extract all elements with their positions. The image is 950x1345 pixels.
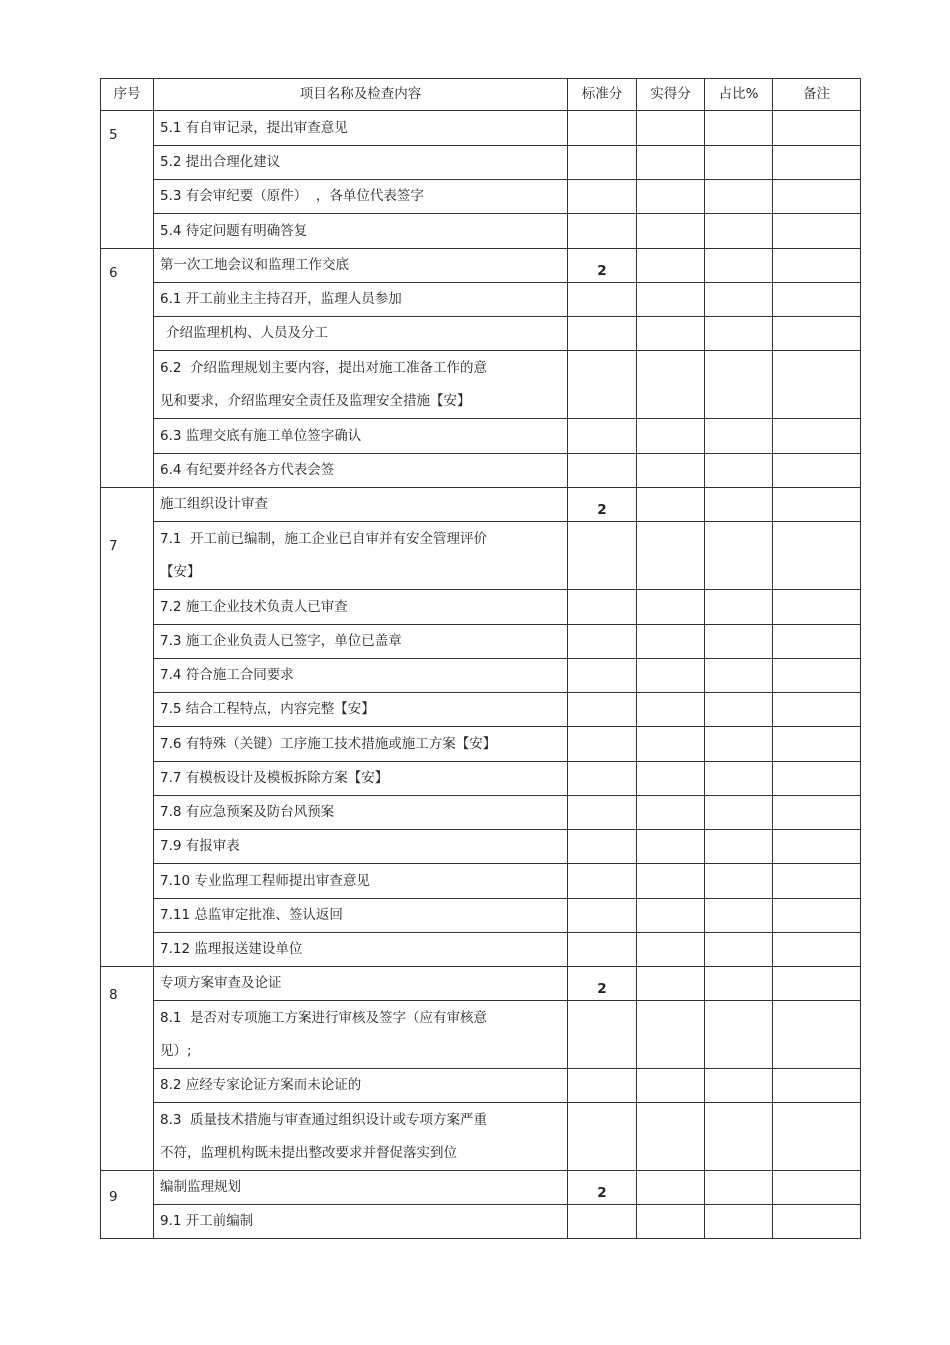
actual-score-cell[interactable]: [637, 214, 705, 249]
header-seq: 序号: [101, 79, 154, 111]
standard-score-cell[interactable]: [568, 762, 637, 796]
standard-score-cell[interactable]: [568, 111, 637, 146]
item-9-1: 9.1 开工前编制: [154, 1205, 568, 1239]
actual-score-cell[interactable]: [637, 454, 705, 488]
actual-score-cell[interactable]: [637, 1171, 705, 1205]
item-6-4: 6.4 有纪要并经各方代表会签: [154, 454, 568, 488]
standard-score-cell[interactable]: [568, 214, 637, 249]
section-8-standard-score: 2: [568, 967, 637, 1001]
item-7-10: 7.10 专业监理工程师提出审查意见: [154, 864, 568, 899]
section-6-seq: 6: [101, 249, 154, 488]
actual-score-cell[interactable]: [637, 864, 705, 899]
actual-score-cell[interactable]: [637, 762, 705, 796]
section-9-seq: 9: [101, 1171, 154, 1239]
remark-cell[interactable]: [773, 249, 861, 283]
actual-score-cell[interactable]: [637, 351, 705, 419]
ratio-cell[interactable]: [705, 796, 773, 830]
standard-score-cell[interactable]: [568, 146, 637, 180]
ratio-cell[interactable]: [705, 1171, 773, 1205]
table-row: [101, 1001, 861, 1069]
ratio-cell[interactable]: [705, 454, 773, 488]
remark-cell[interactable]: [773, 1205, 861, 1239]
actual-score-cell[interactable]: [637, 1069, 705, 1103]
ratio-cell[interactable]: [705, 864, 773, 899]
remark-cell[interactable]: [773, 317, 861, 351]
remark-cell[interactable]: [773, 967, 861, 1001]
ratio-cell[interactable]: [705, 1001, 773, 1069]
actual-score-cell[interactable]: [637, 796, 705, 830]
standard-score-cell[interactable]: [568, 830, 637, 864]
item-5-3: 5.3 有会审纪要（原件） ，各单位代表签字: [154, 180, 568, 214]
remark-cell[interactable]: [773, 727, 861, 762]
ratio-cell[interactable]: [705, 727, 773, 762]
actual-score-cell[interactable]: [637, 283, 705, 317]
table-row: [101, 864, 861, 899]
item-7-5: 7.5 结合工程特点，内容完整【安】: [154, 693, 568, 727]
item-5-4: 5.4 待定问题有明确答复: [154, 214, 568, 249]
ratio-cell[interactable]: [705, 933, 773, 967]
remark-cell[interactable]: [773, 522, 861, 590]
remark-cell[interactable]: [773, 146, 861, 180]
ratio-cell[interactable]: [705, 180, 773, 214]
remark-cell[interactable]: [773, 762, 861, 796]
ratio-cell[interactable]: [705, 283, 773, 317]
standard-score-cell[interactable]: [568, 1069, 637, 1103]
actual-score-cell[interactable]: [637, 488, 705, 522]
table-row: [101, 590, 861, 625]
remark-cell[interactable]: [773, 454, 861, 488]
actual-score-cell[interactable]: [637, 727, 705, 762]
item-8-1: [154, 1001, 568, 1069]
actual-score-cell[interactable]: [637, 146, 705, 180]
actual-score-cell[interactable]: [637, 659, 705, 693]
table-row: [101, 899, 861, 933]
table-row: [101, 180, 861, 214]
remark-cell[interactable]: [773, 1103, 861, 1171]
standard-score-cell[interactable]: [568, 454, 637, 488]
item-7-1: [154, 522, 568, 590]
ratio-cell[interactable]: [705, 967, 773, 1001]
table-row: [101, 796, 861, 830]
ratio-cell[interactable]: [705, 351, 773, 419]
ratio-cell[interactable]: [705, 214, 773, 249]
table-row: [101, 727, 861, 762]
ratio-cell[interactable]: [705, 590, 773, 625]
table-row: [101, 351, 861, 419]
remark-cell[interactable]: [773, 899, 861, 933]
table-row: [101, 693, 861, 727]
section-5-seq: 5: [101, 111, 154, 249]
table-row: [101, 454, 861, 488]
actual-score-cell[interactable]: [637, 1001, 705, 1069]
ratio-cell[interactable]: [705, 522, 773, 590]
item-6-2: [154, 351, 568, 419]
remark-cell[interactable]: [773, 1069, 861, 1103]
item-8-1-line2: 见）;: [160, 1042, 192, 1059]
standard-score-cell[interactable]: [568, 625, 637, 659]
item-5-2: 5.2 提出合理化建议: [154, 146, 568, 180]
standard-score-cell[interactable]: [568, 933, 637, 967]
header-remark: 备注: [773, 79, 861, 111]
header-item: 项目名称及检查内容: [154, 79, 568, 111]
header-row: [101, 79, 861, 111]
item-8-3-line2: 不符，监理机构既未提出整改要求并督促落实到位: [160, 1144, 457, 1161]
remark-cell[interactable]: [773, 625, 861, 659]
item-7-11: 7.11 总监审定批准、签认返回: [154, 899, 568, 933]
table-row: [101, 830, 861, 864]
item-7-6: 7.6 有特殊（关键）工序施工技术措施或施工方案【安】: [154, 727, 568, 762]
table-row: [101, 1103, 861, 1171]
remark-cell[interactable]: [773, 659, 861, 693]
header-standard-score: 标准分: [568, 79, 637, 111]
ratio-cell[interactable]: [705, 111, 773, 146]
remark-cell[interactable]: [773, 214, 861, 249]
section-9-standard-score: 2: [568, 1171, 637, 1205]
table-row: [101, 933, 861, 967]
standard-score-cell[interactable]: [568, 522, 637, 590]
actual-score-cell[interactable]: [637, 180, 705, 214]
section-9-title: 编制监理规划: [154, 1171, 568, 1205]
standard-score-cell[interactable]: [568, 419, 637, 454]
table-row: [101, 146, 861, 180]
standard-score-cell[interactable]: [568, 693, 637, 727]
actual-score-cell[interactable]: [637, 693, 705, 727]
item-8-1-line1: 8.1 是否对专项施工方案进行审核及签字（应有审核意: [160, 1010, 488, 1027]
table-row: [101, 249, 861, 283]
table-row: [101, 1171, 861, 1205]
section-8-seq: 8: [101, 967, 154, 1171]
item-8-3: [154, 1103, 568, 1171]
item-7-2: 7.2 施工企业技术负责人已审查: [154, 590, 568, 625]
actual-score-cell[interactable]: [637, 317, 705, 351]
item-7-9: 7.9 有报审表: [154, 830, 568, 864]
table-row: [101, 111, 861, 146]
actual-score-cell[interactable]: [637, 899, 705, 933]
table-row: [101, 1205, 861, 1239]
table-row: [101, 283, 861, 317]
section-8-title: 专项方案审查及论证: [154, 967, 568, 1001]
item-5-1: 5.1 有自审记录，提出审查意见: [154, 111, 568, 146]
standard-score-cell[interactable]: [568, 283, 637, 317]
item-7-12: 7.12 监理报送建设单位: [154, 933, 568, 967]
standard-score-cell[interactable]: [568, 864, 637, 899]
ratio-cell[interactable]: [705, 659, 773, 693]
item-6-3: 6.3 监理交底有施工单位签字确认: [154, 419, 568, 454]
remark-cell[interactable]: [773, 419, 861, 454]
item-7-1-line2: 【安】: [160, 563, 201, 580]
section-7-title: 施工组织设计审查: [154, 488, 568, 522]
ratio-cell[interactable]: [705, 249, 773, 283]
standard-score-cell[interactable]: [568, 727, 637, 762]
standard-score-cell[interactable]: [568, 796, 637, 830]
inspection-score-table: [100, 78, 861, 1239]
section-6-title: 第一次工地会议和监理工作交底: [154, 249, 568, 283]
standard-score-cell[interactable]: [568, 1103, 637, 1171]
actual-score-cell[interactable]: [637, 1205, 705, 1239]
table-row: [101, 1069, 861, 1103]
actual-score-cell[interactable]: [637, 1103, 705, 1171]
actual-score-cell[interactable]: [637, 111, 705, 146]
actual-score-cell[interactable]: [637, 590, 705, 625]
remark-cell[interactable]: [773, 693, 861, 727]
remark-cell[interactable]: [773, 933, 861, 967]
table-row: [101, 317, 861, 351]
table-row: [101, 625, 861, 659]
remark-cell[interactable]: [773, 864, 861, 899]
item-6-1: 6.1 开工前业主主持召开，监理人员参加: [154, 283, 568, 317]
ratio-cell[interactable]: [705, 830, 773, 864]
ratio-cell[interactable]: [705, 1205, 773, 1239]
standard-score-cell[interactable]: [568, 180, 637, 214]
actual-score-cell[interactable]: [637, 419, 705, 454]
item-8-2: 8.2 应经专家论证方案而未论证的: [154, 1069, 568, 1103]
ratio-cell[interactable]: [705, 1069, 773, 1103]
standard-score-cell[interactable]: [568, 317, 637, 351]
standard-score-cell[interactable]: [568, 899, 637, 933]
section-7-standard-score: 2: [568, 488, 637, 522]
standard-score-cell[interactable]: [568, 1205, 637, 1239]
table-row: [101, 488, 861, 522]
ratio-cell[interactable]: [705, 762, 773, 796]
ratio-cell[interactable]: [705, 146, 773, 180]
ratio-cell[interactable]: [705, 899, 773, 933]
ratio-cell[interactable]: [705, 693, 773, 727]
item-8-3-line1: 8.3 质量技术措施与审查通过组织设计或专项方案严重: [160, 1112, 488, 1129]
table-row: [101, 214, 861, 249]
table-row: [101, 659, 861, 693]
remark-cell[interactable]: [773, 830, 861, 864]
item-7-8: 7.8 有应急预案及防台风预案: [154, 796, 568, 830]
item-6-2-line1: 6.2 介绍监理规划主要内容，提出对施工准备工作的意: [160, 360, 488, 377]
actual-score-cell[interactable]: [637, 933, 705, 967]
remark-cell[interactable]: [773, 1001, 861, 1069]
item-6-2-line2: 见和要求，介绍监理安全责任及监理安全措施【安】: [160, 392, 471, 409]
section-6-standard-score: 2: [568, 249, 637, 283]
remark-cell[interactable]: [773, 180, 861, 214]
standard-score-cell[interactable]: [568, 590, 637, 625]
item-7-3: 7.3 施工企业负责人已签字，单位已盖章: [154, 625, 568, 659]
remark-cell[interactable]: [773, 111, 861, 146]
ratio-cell[interactable]: [705, 1103, 773, 1171]
item-6-1-cont: [154, 317, 568, 351]
remark-cell[interactable]: [773, 590, 861, 625]
actual-score-cell[interactable]: [637, 249, 705, 283]
table-row: [101, 522, 861, 590]
item-7-7: 7.7 有模板设计及模板拆除方案【安】: [154, 762, 568, 796]
item-6-1-cont-text: 介绍监理机构、人员及分工: [166, 325, 328, 342]
table-row: [101, 419, 861, 454]
actual-score-cell[interactable]: [637, 625, 705, 659]
remark-cell[interactable]: [773, 796, 861, 830]
ratio-cell[interactable]: [705, 625, 773, 659]
table-row: [101, 762, 861, 796]
item-7-1-line1: 7.1 开工前已编制，施工企业已自审并有安全管理评价: [160, 531, 488, 548]
remark-cell[interactable]: [773, 1171, 861, 1205]
header-ratio: 占比%: [705, 79, 773, 111]
header-actual-score: 实得分: [637, 79, 705, 111]
ratio-cell[interactable]: [705, 419, 773, 454]
ratio-cell[interactable]: [705, 488, 773, 522]
ratio-cell[interactable]: [705, 317, 773, 351]
section-7-seq: 7: [101, 488, 154, 967]
standard-score-cell[interactable]: [568, 659, 637, 693]
standard-score-cell[interactable]: [568, 351, 637, 419]
table-row: [101, 967, 861, 1001]
actual-score-cell[interactable]: [637, 967, 705, 1001]
remark-cell[interactable]: [773, 283, 861, 317]
remark-cell[interactable]: [773, 488, 861, 522]
actual-score-cell[interactable]: [637, 830, 705, 864]
standard-score-cell[interactable]: [568, 1001, 637, 1069]
item-7-4: 7.4 符合施工合同要求: [154, 659, 568, 693]
remark-cell[interactable]: [773, 351, 861, 419]
actual-score-cell[interactable]: [637, 522, 705, 590]
